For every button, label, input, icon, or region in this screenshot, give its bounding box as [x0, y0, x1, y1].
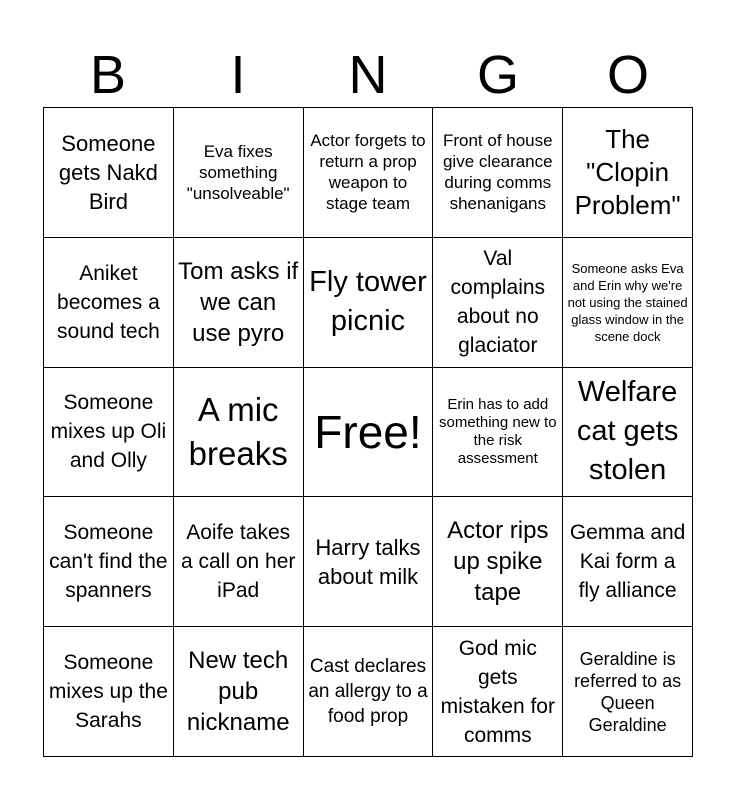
- cell-text: Gemma and Kai form a fly alliance: [569, 521, 686, 603]
- cell-text: Welfare cat gets stolen: [576, 376, 679, 487]
- cell-text: Aoife takes a call on her iPad: [180, 521, 296, 603]
- cell-text: Someone mixes up the Sarahs: [48, 651, 168, 733]
- bingo-cell[interactable]: [304, 238, 434, 368]
- cell-text: Front of house give clearance during comms shenanigans: [442, 131, 553, 214]
- cell-text: Aniket becomes a sound tech: [57, 261, 160, 343]
- cell-text: Someone asks Eva and Erin why we're not using the stained glass window in the scene dock: [567, 260, 688, 344]
- header-letter-n: N: [348, 45, 388, 105]
- cell-text: Erin has to add something new to the risk assessment: [439, 395, 557, 467]
- bingo-cell[interactable]: [304, 627, 434, 757]
- cell-text: Someone gets Nakd Bird: [58, 130, 158, 214]
- header-letter-i: I: [230, 45, 246, 105]
- cell-text: New tech pub nickname: [186, 647, 290, 737]
- bingo-grid: [43, 107, 693, 757]
- cell-text: Actor rips up spike tape: [447, 517, 549, 607]
- cell-text: Someone can't find the spanners: [49, 521, 168, 603]
- cell-text: Eva fixes something "unsolveable": [186, 141, 290, 203]
- header-letter-g: G: [476, 45, 519, 105]
- bingo-cell[interactable]: [433, 627, 563, 757]
- bingo-cell[interactable]: [563, 627, 693, 757]
- bingo-cell[interactable]: [174, 497, 304, 627]
- cell-text: Geraldine is referred to as Queen Geraldine: [574, 648, 682, 735]
- cell-text: The "Clopin Problem": [574, 123, 681, 220]
- bingo-cell[interactable]: [563, 497, 693, 627]
- bingo-cell[interactable]: [44, 627, 174, 757]
- bingo-cell[interactable]: [174, 368, 304, 498]
- bingo-header: [43, 44, 693, 106]
- cell-text: God mic gets mistaken for comms: [440, 636, 555, 747]
- bingo-cell[interactable]: [563, 238, 693, 368]
- bingo-cell[interactable]: [44, 108, 174, 238]
- cell-text: Harry talks about milk: [315, 534, 421, 589]
- free-space-text: Free!: [314, 405, 422, 458]
- bingo-cell[interactable]: [304, 497, 434, 627]
- cell-text: Someone mixes up Oli and Olly: [50, 391, 167, 473]
- cell-text: Cast declares an allergy to a food prop: [308, 656, 428, 728]
- bingo-cell[interactable]: [433, 497, 563, 627]
- header-letter-o: O: [606, 45, 649, 105]
- header-letter-b: B: [89, 45, 127, 105]
- bingo-cell[interactable]: [563, 368, 693, 498]
- cell-text: Fly tower picnic: [309, 266, 427, 338]
- bingo-cell[interactable]: [174, 238, 304, 368]
- bingo-cell[interactable]: [44, 368, 174, 498]
- bingo-cell[interactable]: [44, 238, 174, 368]
- cell-text: Tom asks if we can use pyro: [178, 257, 299, 347]
- bingo-cell[interactable]: [174, 627, 304, 757]
- cell-text: Val complains about no glaciator: [450, 247, 546, 358]
- bingo-cell[interactable]: [433, 368, 563, 498]
- bingo-cell[interactable]: [433, 238, 563, 368]
- cell-text: Actor forgets to return a prop weapon to stage team: [310, 131, 426, 214]
- bingo-cell[interactable]: [44, 497, 174, 627]
- cell-text: A mic breaks: [188, 390, 288, 472]
- bingo-cell[interactable]: [433, 108, 563, 238]
- bingo-cell[interactable]: [174, 108, 304, 238]
- bingo-cell[interactable]: [304, 108, 434, 238]
- free-space[interactable]: [304, 368, 434, 498]
- bingo-cell[interactable]: [563, 108, 693, 238]
